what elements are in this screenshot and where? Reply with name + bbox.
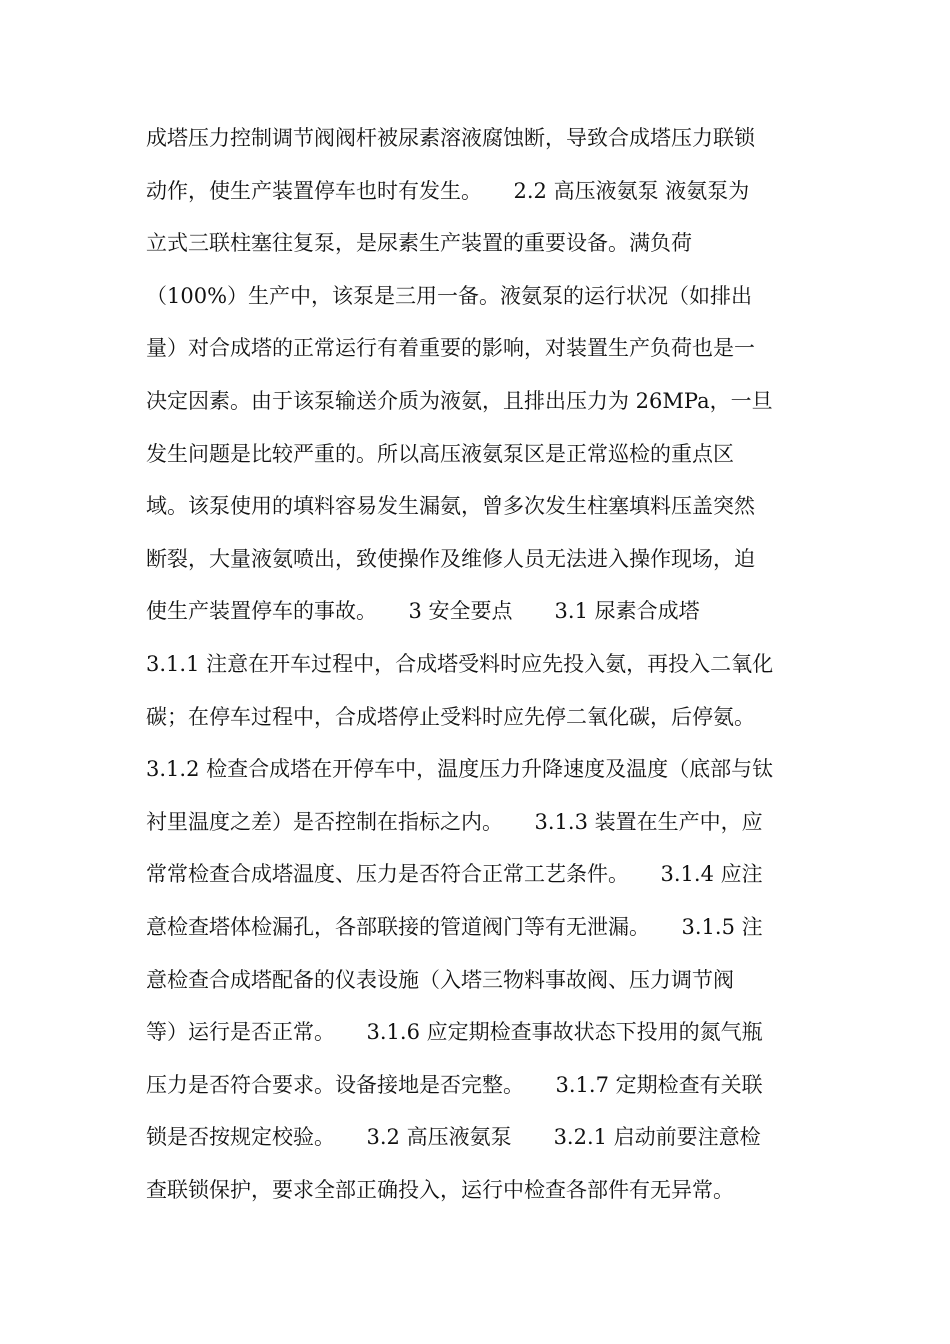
text-line: 量）对合成塔的正常运行有着重要的影响，对装置生产负荷也是一 bbox=[146, 336, 755, 361]
text-line: 动作，使生产装置停车也时有发生。 2.2 高压液氨泵 液氨泵为 bbox=[146, 178, 750, 203]
text-line: 决定因素。由于该泵输送介质为液氨，且排出压力为 26MPa，一旦 bbox=[146, 388, 773, 413]
text-line: 3.1.2 检查合成塔在开停车中，温度压力升降速度及温度（底部与钛 bbox=[146, 757, 774, 782]
text-line: 3.1.1 注意在开车过程中，合成塔受料时应先投入氨，再投入二氧化 bbox=[146, 651, 774, 676]
text-line: 意检查合成塔配备的仪表设施（入塔三物料事故阀、压力调节阀 bbox=[146, 967, 734, 992]
text-line: 意检查塔体检漏孔，各部联接的管道阀门等有无泄漏。 3.1.5 注 bbox=[146, 914, 763, 939]
text-line: （100%）生产中，该泵是三用一备。液氨泵的运行状况（如排出 bbox=[146, 283, 753, 308]
text-line: 锁是否按规定校验。 3.2 高压液氨泵 3.2.1 启动前要注意检 bbox=[146, 1125, 761, 1150]
text-line: 衬里温度之差）是否控制在指标之内。 3.1.3 装置在生产中，应 bbox=[146, 809, 763, 834]
text-line: 常常检查合成塔温度、压力是否符合正常工艺条件。 3.1.4 应注 bbox=[146, 862, 763, 887]
text-line: 使生产装置停车的事故。 3 安全要点 3.1 尿素合成塔 bbox=[146, 599, 700, 624]
text-line: 碳；在停车过程中，合成塔停止受料时应先停二氧化碳，后停氨。 bbox=[146, 704, 755, 729]
body-text bbox=[146, 112, 806, 1216]
text-line: 发生问题是比较严重的。所以高压液氨泵区是正常巡检的重点区 bbox=[146, 441, 734, 466]
text-line: 压力是否符合要求。设备接地是否完整。 3.1.7 定期检查有关联 bbox=[146, 1072, 763, 1097]
text-line: 立式三联柱塞往复泵，是尿素生产装置的重要设备。满负荷 bbox=[146, 231, 692, 256]
text-line: 查联锁保护，要求全部正确投入，运行中检查各部件有无异常。 bbox=[146, 1177, 734, 1202]
text-line: 等）运行是否正常。 3.1.6 应定期检查事故状态下投用的氮气瓶 bbox=[146, 1020, 763, 1045]
text-line: 域。该泵使用的填料容易发生漏氨，曾多次发生柱塞填料压盖突然 bbox=[146, 494, 755, 519]
text-line: 断裂，大量液氨喷出，致使操作及维修人员无法进入操作现场，迫 bbox=[146, 546, 755, 571]
text-line: 成塔压力控制调节阀阀杆被尿素溶液腐蚀断，导致合成塔压力联锁 bbox=[146, 126, 755, 150]
